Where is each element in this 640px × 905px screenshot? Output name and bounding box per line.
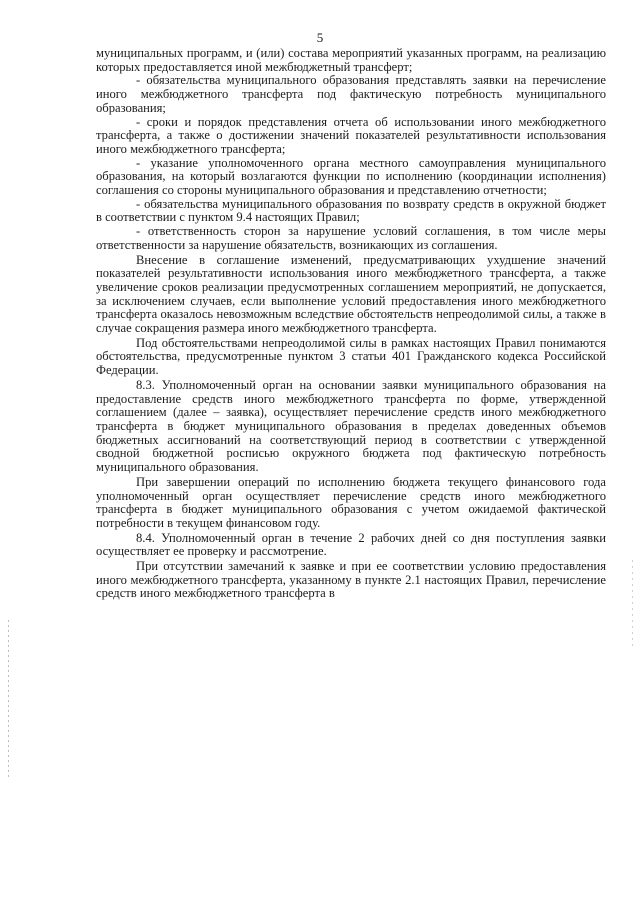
- page-number: 5: [316, 30, 324, 45]
- scan-artifact-left: [8, 620, 9, 780]
- paragraph-no-remarks: При отсутствии замечаний к заявке и при ее соответствии условию предоставления иного межбюджетного трансферта, указанному в пункте 2.1 настоящих Правил, перечисление средств иного межбюджетного трансферта в: [96, 559, 606, 601]
- list-item-refund-obligation: - обязательства муниципального образования по возврату средств в окружной бюджет в соответствии с пунктом 9.4 настоящих Правил;: [96, 196, 606, 225]
- paragraph-8-3: 8.3. Уполномоченный орган на основании заявки муниципального образования на предоставление средств иного межбюджетного трансферта по форме, утвержденной соглашением (далее – заявка), осуществляет перечисление средств иного межбюджетного трансферта в бюджет муниципального образования в пределах доведенных объемов бюджетных ассигнований на соответствующий период в соответствии с утвержденной сводной бюджетной росписью окружного бюджета под фактическую потребность муниципального образования.: [96, 377, 606, 475]
- list-item-application-obligation: - обязательства муниципального образования представлять заявки на перечисление иного межбюджетного трансферта под фактическую потребность муниципального образования;: [96, 73, 606, 115]
- paragraph-continuation: муниципальных программ, и (или) состава мероприятий указанных программ, на реализацию которых предоставляется иной межбюджетный трансферт;: [96, 46, 606, 74]
- list-item-report-terms: - сроки и порядок представления отчета об использовании иного межбюджетного трансферта, а также о достижении значений показателей результативности использования иного межбюджетного трансферта;: [96, 114, 606, 156]
- paragraph-amendments: Внесение в соглашение изменений, предусматривающих ухудшение значений показателей результативности использования иного межбюджетного трансферта, а также увеличение сроков реализации предусмотренных соглашением мероприятий, не допускается, за исключением случаев, если выполнение условий предоставления иного межбюджетного трансферта оказалось невозможным вследствие обстоятельств непреодолимой силы, а также в случае сокращения размера иного межбюджетного трансферта.: [96, 252, 606, 336]
- paragraph-force-majeure: Под обстоятельствами непреодолимой силы в рамках настоящих Правил понимаются обстоятельства, предусмотренные пунктом 3 статьи 401 Гражданского кодекса Российской Федерации.: [96, 335, 606, 378]
- paragraph-year-end: При завершении операций по исполнению бюджета текущего финансового года уполномоченный орган осуществляет перечисление средств иного межбюджетного трансферта в бюджет муниципального образования с учетом ожидаемой фактической потребности в текущем финансовом году.: [96, 474, 606, 530]
- document-body: [96, 47, 606, 601]
- list-item-liability: - ответственность сторон за нарушение условий соглашения, в том числе меры ответственности за нарушение обязательств, возникающих из соглашения.: [96, 224, 606, 252]
- list-item-authorized-body: - указание уполномоченного органа местного самоуправления муниципального образования, на который возлагаются функции по исполнению (координации исполнения) соглашения со стороны муниципального образования и представлению отчетности;: [96, 155, 606, 198]
- scan-artifact-right: [632, 560, 633, 650]
- paragraph-8-4: 8.4. Уполномоченный орган в течение 2 рабочих дней со дня поступления заявки осуществляет ее проверку и рассмотрение.: [96, 530, 606, 559]
